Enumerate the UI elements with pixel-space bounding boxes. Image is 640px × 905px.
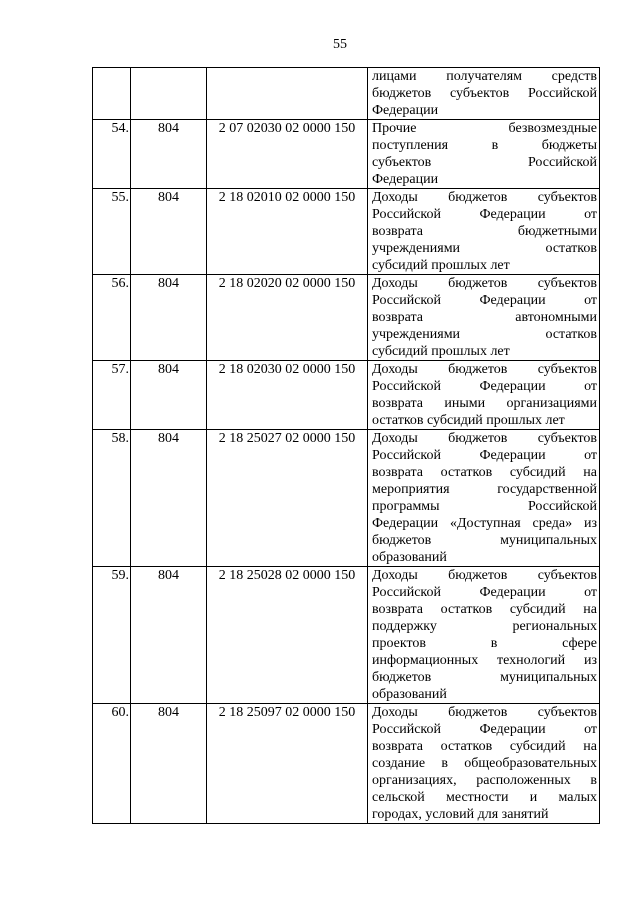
revenue-name-line: организациях, расположенных в — [372, 773, 597, 788]
revenue-name-line: проектов в сфере — [372, 636, 597, 651]
table-row — [93, 361, 600, 430]
row-number-cell: 56. — [93, 275, 131, 361]
revenue-code-cell: 2 18 02020 02 0000 150 — [207, 275, 368, 361]
revenue-code-cell: 2 18 25097 02 0000 150 — [207, 704, 368, 824]
admin-code-cell: 804 — [131, 567, 207, 704]
table-row — [93, 275, 600, 361]
row-number-cell: 54. — [93, 120, 131, 189]
revenue-name-line: информационных технологий из — [372, 653, 597, 668]
table-row — [93, 68, 600, 120]
table-row — [93, 704, 600, 824]
revenue-name-line: Доходы бюджетов субъектов — [372, 568, 597, 583]
table-row — [93, 567, 600, 704]
revenue-code-cell: 2 18 25028 02 0000 150 — [207, 567, 368, 704]
revenue-name-line: бюджетов субъектов Российской — [372, 86, 597, 101]
revenue-name-line: возврата бюджетными — [372, 224, 597, 239]
revenue-name-line: учреждениями остатков — [372, 241, 597, 256]
revenue-name-line: мероприятия государственной — [372, 482, 597, 497]
revenue-name-cell — [368, 275, 600, 361]
revenue-name-line: сельской местности и малых — [372, 790, 597, 805]
revenue-name-line: поддержку региональных — [372, 619, 597, 634]
revenue-name-line: Российской Федерации от — [372, 448, 597, 463]
revenue-code-cell: 2 18 02010 02 0000 150 — [207, 189, 368, 275]
revenue-name-cell — [368, 567, 600, 704]
row-number-cell: 57. — [93, 361, 131, 430]
row-number-cell: 55. — [93, 189, 131, 275]
revenue-name-line: возврата автономными — [372, 310, 597, 325]
revenue-name-line: Доходы бюджетов субъектов — [372, 431, 597, 446]
admin-code-cell: 804 — [131, 430, 207, 567]
revenue-code-cell: 2 18 25027 02 0000 150 — [207, 430, 368, 567]
table-row — [93, 120, 600, 189]
revenue-name-line: Доходы бюджетов субъектов — [372, 190, 597, 205]
revenue-name-line: Федерации — [372, 172, 439, 187]
revenue-name-line: образований — [372, 550, 447, 565]
revenue-name-line: субъектов Российской — [372, 155, 597, 170]
revenue-name-cell — [368, 361, 600, 430]
revenue-name-cell — [368, 68, 600, 120]
table-row — [93, 189, 600, 275]
revenue-name-line: Российской Федерации от — [372, 722, 597, 737]
table-body — [93, 68, 600, 824]
revenue-name-line: учреждениями остатков — [372, 327, 597, 342]
revenue-name-line: Российской Федерации от — [372, 207, 597, 222]
revenue-name-line: городах, условий для занятий — [372, 807, 549, 822]
revenue-name-line: возврата иными организациями — [372, 396, 597, 411]
revenue-name-line: Российской Федерации от — [372, 585, 597, 600]
table-row — [93, 430, 600, 567]
admin-code-cell: 804 — [131, 361, 207, 430]
admin-code-cell — [131, 68, 207, 120]
revenue-name-line: образований — [372, 687, 447, 702]
revenue-name-line: Прочие безвозмездные — [372, 121, 597, 136]
page-number: 55 — [333, 37, 347, 52]
revenue-name-cell — [368, 189, 600, 275]
revenue-code-cell: 2 07 02030 02 0000 150 — [207, 120, 368, 189]
row-number-cell: 60. — [93, 704, 131, 824]
admin-code-cell: 804 — [131, 120, 207, 189]
admin-code-cell: 804 — [131, 189, 207, 275]
revenue-name-cell — [368, 430, 600, 567]
revenue-name-line: Российской Федерации от — [372, 293, 597, 308]
row-number-cell: 58. — [93, 430, 131, 567]
revenue-code-cell: 2 18 02030 02 0000 150 — [207, 361, 368, 430]
revenue-name-line: остатков субсидий прошлых лет — [372, 413, 565, 428]
revenue-name-line: создание в общеобразовательных — [372, 756, 597, 771]
revenue-name-line: лицами получателям средств — [372, 69, 597, 84]
revenue-name-line: программы Российской — [372, 499, 597, 514]
revenue-name-line: возврата остатков субсидий на — [372, 739, 597, 754]
revenue-name-line: Федерации — [372, 103, 439, 118]
revenue-name-line: бюджетов муниципальных — [372, 533, 597, 548]
revenue-name-line: возврата остатков субсидий на — [372, 602, 597, 617]
budget-revenue-table — [92, 67, 600, 824]
admin-code-cell: 804 — [131, 275, 207, 361]
revenue-name-line: поступления в бюджеты — [372, 138, 597, 153]
revenue-name-line: Российской Федерации от — [372, 379, 597, 394]
revenue-name-line: Доходы бюджетов субъектов — [372, 362, 597, 377]
revenue-name-line: субсидий прошлых лет — [372, 344, 510, 359]
revenue-name-line: возврата остатков субсидий на — [372, 465, 597, 480]
revenue-name-line: Доходы бюджетов субъектов — [372, 705, 597, 720]
revenue-name-line: Федерации «Доступная среда» из — [372, 516, 597, 531]
revenue-code-cell — [207, 68, 368, 120]
revenue-name-cell — [368, 120, 600, 189]
revenue-name-cell — [368, 704, 600, 824]
row-number-cell: 59. — [93, 567, 131, 704]
revenue-name-line: субсидий прошлых лет — [372, 258, 510, 273]
row-number-cell — [93, 68, 131, 120]
revenue-name-line: бюджетов муниципальных — [372, 670, 597, 685]
revenue-name-line: Доходы бюджетов субъектов — [372, 276, 597, 291]
admin-code-cell: 804 — [131, 704, 207, 824]
